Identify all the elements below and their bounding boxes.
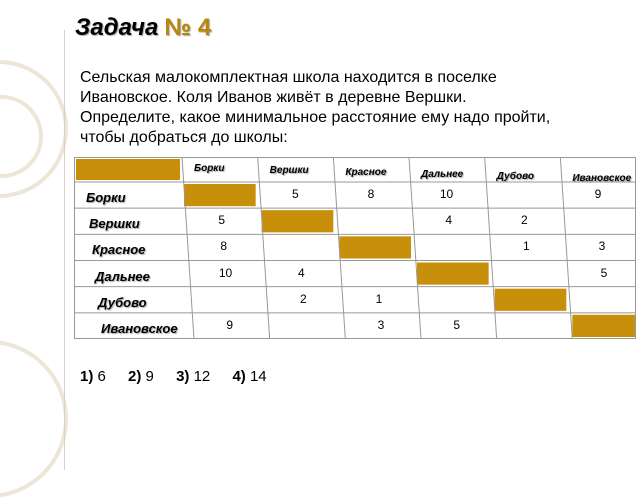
distance-value: 5 <box>453 317 461 332</box>
row-header: Вершки <box>89 216 140 232</box>
distance-value: 1 <box>375 291 383 306</box>
row-header: Красное <box>92 242 146 258</box>
distance-table-grid <box>74 157 636 339</box>
problem-text <box>80 68 625 148</box>
answer-option-2: 2) 9 <box>128 368 154 385</box>
column-header: Борки <box>194 163 225 174</box>
distance-value: 10 <box>439 187 454 202</box>
row-header: Ивановское <box>101 320 178 336</box>
title-word: Задача <box>75 14 159 41</box>
distance-value: 3 <box>377 317 385 332</box>
problem-line: Определите, какое минимальное расстояние ему надо пройти, <box>80 109 551 126</box>
problem-line: Ивановское. Коля Иванов живёт в деревне Вершки. <box>80 89 467 106</box>
column-header: Дубово <box>496 171 535 182</box>
diagonal-cell <box>339 236 411 258</box>
distance-value: 3 <box>598 239 606 254</box>
title-number: № 4 <box>164 14 212 41</box>
decorative-ring-lower <box>0 340 68 498</box>
row-header: Дубово <box>98 294 147 310</box>
distance-value: 1 <box>523 239 530 254</box>
answer-options <box>80 368 285 385</box>
row-header: Борки <box>86 190 126 205</box>
distance-value: 8 <box>220 239 228 254</box>
page-title <box>75 14 211 42</box>
distance-value: 10 <box>218 265 233 280</box>
distance-value: 5 <box>600 265 608 280</box>
distance-value: 2 <box>521 213 528 228</box>
decorative-line <box>64 30 65 470</box>
answer-option-4: 4) 14 <box>232 368 267 385</box>
distance-value: 9 <box>226 317 234 332</box>
distance-value: 2 <box>300 291 307 306</box>
distance-value: 9 <box>594 187 602 202</box>
distance-value: 8 <box>367 187 375 202</box>
distance-value: 5 <box>292 187 299 202</box>
column-header: Дальнее <box>421 169 464 180</box>
diagonal-cell <box>417 263 489 285</box>
answer-option-3: 3) 12 <box>176 368 211 385</box>
diagonal-cell <box>572 315 636 337</box>
problem-line: чтобы добраться до школы: <box>80 129 288 146</box>
distance-value: 5 <box>218 213 226 228</box>
column-header: Вершки <box>269 165 309 176</box>
diagonal-cell <box>495 289 567 311</box>
column-header: Красное <box>345 167 387 178</box>
distance-value: 4 <box>445 213 453 228</box>
diagonal-cell <box>184 184 256 206</box>
grid-col-line <box>485 157 497 339</box>
grid-col-line <box>560 157 572 339</box>
row-header: Дальнее <box>95 268 150 284</box>
problem-line: Сельская малокомплектная школа находится в поселке <box>80 69 497 86</box>
distance-table <box>74 157 636 339</box>
distance-value: 4 <box>298 265 305 280</box>
diagonal-cell <box>262 210 334 232</box>
grid-col-line <box>258 157 270 339</box>
header-corner-cell <box>76 159 180 180</box>
answer-option-1: 1) 6 <box>80 368 106 385</box>
column-header: Ивановское <box>572 173 632 184</box>
